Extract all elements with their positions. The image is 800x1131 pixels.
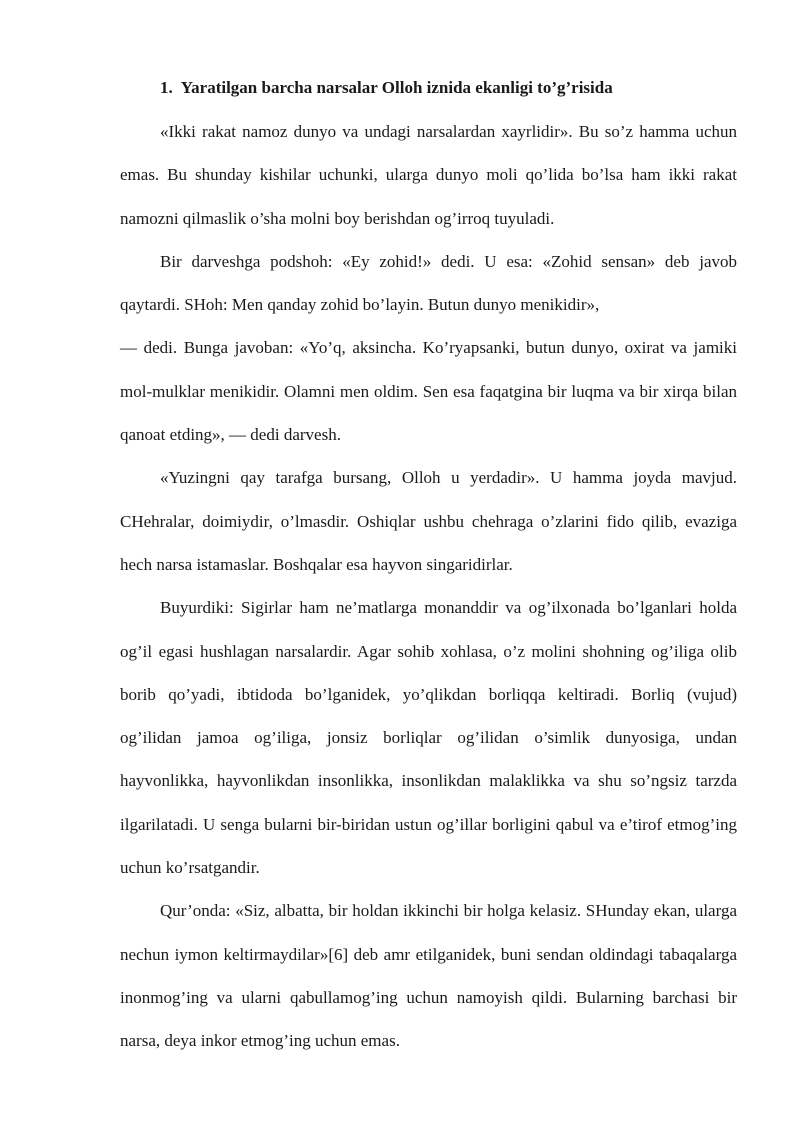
paragraph-1: «Ikki rakat namoz dunyo va undagi narsalardan xayrlidir». Bu so’z hamma uchun emas. Bu shunday kishilar uchunki, ularga dunyo moli qo’lida bo’lsa ham ikki rakat namozni qilmaslik o’sha molni boy berishdan og’irroq tuyuladi.	[120, 122, 737, 228]
section-number: 1.	[160, 78, 173, 97]
section-heading	[120, 70, 737, 106]
paragraph-2: Bir darveshga podshoh: «Ey zohid!» dedi. U esa: «Zohid sensan» deb javob qaytardi. SHoh: Men qanday zohid bo’layin. Butun dunyo menikidir»,	[120, 251, 737, 315]
paragraph-4: «Yuzingni qay tarafga bursang, Olloh u yerdadir». U hamma joyda mavjud. CHehralar, doimiydir, o’lmasdir. Oshiqlar ushbu chehraga o’zlarini fido qilib, evaziga hech narsa istamaslar. Boshqalar esa hayvon singaridirlar.	[120, 468, 737, 574]
paragraph-3: — dedi. Bunga javoban: «Yo’q, aksincha. Ko’ryapsanki, butun dunyo, oxirat va jamiki mol-mulklar menikidir. Olamni men oldim. Sen esa faqatgina bir luqma va bir xirqa bilan qanoat etding», — dedi darvesh.	[120, 338, 737, 445]
paragraph-5: Buyurdiki: Sigirlar ham ne’matlarga monanddir va og’ilxonada bo’lganlari holda og’il egasi hushlagan narsalardir. Agar sohib xohlasa, o’z molini shohning og’iliga olib borib qo’yadi, ibtidoda bo’lganidek, yo’qlikdan borliqqa keltiradi. Borliq (vujud) og’ilidan jamoa og’iliga, jonsiz borliqlar og’ilidan o’simlik dunyosiga, undan hayvonlikka, hayvonlikdan insonlikka, insonlikdan malaklikka va shu so’ngsiz tarzda ilgarilatadi. U senga bularni bir-biridan ustun og’illar borligini qabul va e’tirof etmog’ing uchun ko’rsatgandir.	[120, 598, 737, 878]
section-title: Yaratilgan barcha narsalar Olloh iznida ekanligi to’g’risida	[180, 78, 613, 97]
document-page	[120, 70, 737, 1063]
paragraph-6: Qur’onda: «Siz, albatta, bir holdan ikkinchi bir holga kelasiz. SHunday ekan, ularga nechun iymon keltirmaydilar»[6] deb amr etilganidek, buni sendan oldindagi tabaqalarga inonmog’ing va ularni qabullamog’ing uchun namoyish qildi. Bularning barchasi bir narsa, deya inkor etmog’ing uchun emas.	[120, 901, 737, 1051]
